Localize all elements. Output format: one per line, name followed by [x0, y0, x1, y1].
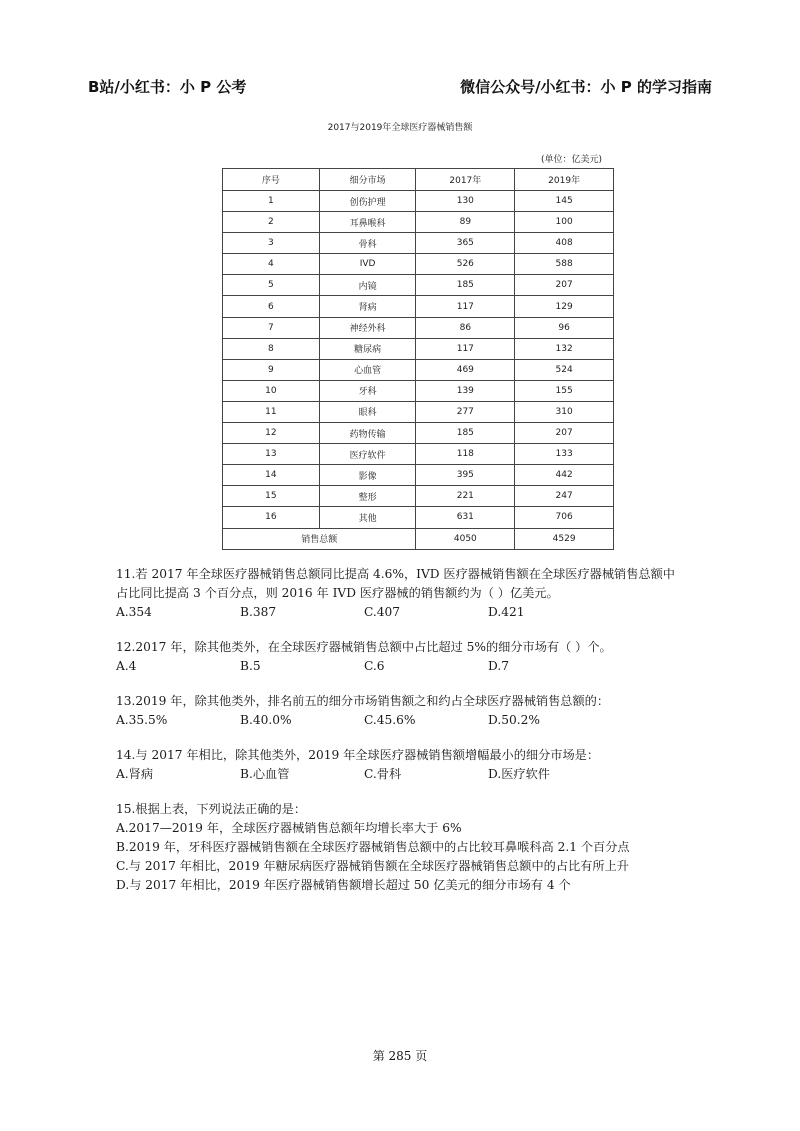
table-cell: 12 — [223, 423, 320, 444]
table-row — [223, 359, 614, 380]
question-12 — [116, 638, 736, 676]
table-cell: 524 — [515, 359, 614, 380]
statement: B.2019 年，牙科医疗器械销售额在全球医疗器械销售总额中的占比较耳鼻喉科高 2.1 个百分点 — [116, 840, 630, 854]
table-cell: 96 — [515, 317, 614, 338]
table-cell: 眼科 — [319, 401, 416, 422]
table-cell: 1 — [223, 191, 320, 212]
table-row — [223, 380, 614, 401]
table-row — [223, 233, 614, 254]
question-text: 13.2019 年，除其他类外，排名前五的细分市场销售额之和约占全球医疗器械销售总额的： — [116, 694, 610, 708]
table-cell: 100 — [515, 212, 614, 233]
table-row — [223, 444, 614, 465]
table-cell: 4 — [223, 254, 320, 275]
table-cell: 9 — [223, 359, 320, 380]
table-row — [223, 317, 614, 338]
table-cell: 130 — [416, 191, 515, 212]
table-cell: 其他 — [319, 507, 416, 528]
total-2019: 4529 — [515, 528, 614, 549]
option: A.35.5% — [116, 713, 168, 727]
table-cell: 310 — [515, 401, 614, 422]
table-cell: 6 — [223, 296, 320, 317]
table-cell: 5 — [223, 275, 320, 296]
table-cell: 118 — [416, 444, 515, 465]
table-unit: (单位：亿美元) — [541, 155, 603, 165]
table-cell: 469 — [416, 359, 515, 380]
table-cell: 117 — [416, 338, 515, 359]
question-15 — [116, 800, 736, 895]
table-cell: 631 — [416, 507, 515, 528]
options — [116, 657, 736, 676]
statement: A.2017—2019 年，全球医疗器械销售总额年均增长率大于 6% — [116, 821, 462, 835]
table-cell: 207 — [515, 275, 614, 296]
column-header: 序号 — [223, 169, 320, 191]
options — [116, 765, 736, 784]
table-cell: 8 — [223, 338, 320, 359]
table-cell: 13 — [223, 444, 320, 465]
table-cell: 185 — [416, 275, 515, 296]
option: D.421 — [488, 605, 525, 619]
table-cell: 526 — [416, 254, 515, 275]
table-cell: 耳鼻喉科 — [319, 212, 416, 233]
option: C.骨科 — [364, 767, 402, 781]
table-cell: 整形 — [319, 486, 416, 507]
table-cell: 2 — [223, 212, 320, 233]
table-title: 2017与2019年全球医疗器械销售额 — [327, 123, 473, 133]
table-cell: 86 — [416, 317, 515, 338]
table-cell: 影像 — [319, 465, 416, 486]
table-cell: 内镜 — [319, 275, 416, 296]
table-header-row — [223, 169, 614, 191]
table-cell: 139 — [416, 380, 515, 401]
column-header: 2019年 — [515, 169, 614, 191]
table-cell: 3 — [223, 233, 320, 254]
table-row — [223, 296, 614, 317]
table-cell: 247 — [515, 486, 614, 507]
table-row — [223, 338, 614, 359]
table-cell: 糖尿病 — [319, 338, 416, 359]
table-total-row — [223, 528, 614, 549]
table-cell: 创伤护理 — [319, 191, 416, 212]
question-text: 12.2017 年，除其他类外，在全球医疗器械销售总额中占比超过 5%的细分市场有（ ）个。 — [116, 640, 612, 654]
table-cell: 117 — [416, 296, 515, 317]
table-row — [223, 275, 614, 296]
table-cell: 277 — [416, 401, 515, 422]
option: B.40.0% — [240, 713, 292, 727]
option: D.7 — [488, 659, 509, 673]
options — [116, 711, 736, 730]
questions — [116, 565, 736, 895]
option: A.肾病 — [116, 767, 154, 781]
question-14 — [116, 746, 736, 784]
table-cell: 207 — [515, 423, 614, 444]
option: B.387 — [240, 605, 277, 619]
table-cell: IVD — [319, 254, 416, 275]
table-row — [223, 212, 614, 233]
table-cell: 133 — [515, 444, 614, 465]
header-right: 微信公众号/小红书：小 P 的学习指南 — [460, 78, 712, 96]
option: C.45.6% — [364, 713, 416, 727]
table-row — [223, 191, 614, 212]
total-2017: 4050 — [416, 528, 515, 549]
column-header: 2017年 — [416, 169, 515, 191]
table-cell: 11 — [223, 401, 320, 422]
table-cell: 15 — [223, 486, 320, 507]
statement: D.与 2017 年相比，2019 年医疗器械销售额增长超过 50 亿美元的细分市场有 4 个 — [116, 878, 571, 892]
table-row — [223, 423, 614, 444]
option: C.6 — [364, 659, 385, 673]
options — [116, 603, 736, 622]
table-cell: 442 — [515, 465, 614, 486]
option: C.407 — [364, 605, 401, 619]
question-13 — [116, 692, 736, 730]
table-cell: 395 — [416, 465, 515, 486]
table-cell: 365 — [416, 233, 515, 254]
table-cell: 心血管 — [319, 359, 416, 380]
table-row — [223, 486, 614, 507]
option: D.医疗软件 — [488, 767, 550, 781]
table-row — [223, 254, 614, 275]
statement: C.与 2017 年相比，2019 年糖尿病医疗器械销售额在全球医疗器械销售总额中的占比有所上升 — [116, 859, 629, 873]
header-left: B站/小红书：小 P 公考 — [88, 78, 247, 96]
table-row — [223, 401, 614, 422]
total-label: 销售总额 — [223, 528, 416, 549]
question-11 — [116, 565, 736, 622]
table-cell: 神经外科 — [319, 317, 416, 338]
table-cell: 155 — [515, 380, 614, 401]
table-cell: 16 — [223, 507, 320, 528]
table-cell: 132 — [515, 338, 614, 359]
option: B.5 — [240, 659, 261, 673]
table-cell: 牙科 — [319, 380, 416, 401]
table-cell: 588 — [515, 254, 614, 275]
option: B.心血管 — [240, 767, 290, 781]
table-cell: 89 — [416, 212, 515, 233]
option: D.50.2% — [488, 713, 540, 727]
table-cell: 129 — [515, 296, 614, 317]
option: A.4 — [116, 659, 137, 673]
table-cell: 145 — [515, 191, 614, 212]
table-cell: 7 — [223, 317, 320, 338]
table-cell: 肾病 — [319, 296, 416, 317]
table-cell: 14 — [223, 465, 320, 486]
column-header: 细分市场 — [319, 169, 416, 191]
table-cell: 医疗软件 — [319, 444, 416, 465]
table-row — [223, 507, 614, 528]
table-cell: 706 — [515, 507, 614, 528]
table-cell: 骨科 — [319, 233, 416, 254]
table-cell: 408 — [515, 233, 614, 254]
sales-table — [222, 168, 614, 550]
option: A.354 — [116, 605, 152, 619]
page-number: 第 285 页 — [372, 1049, 428, 1063]
table-cell: 221 — [416, 486, 515, 507]
question-text: 占比同比提高 3 个百分点，则 2016 年 IVD 医疗器械的销售额约为（ ）亿美元。 — [116, 586, 559, 600]
question-text: 11.若 2017 年全球医疗器械销售总额同比提高 4.6%，IVD 医疗器械销售额在全球医疗器械销售总额中 — [116, 567, 675, 581]
table-cell: 185 — [416, 423, 515, 444]
table-cell: 药物传输 — [319, 423, 416, 444]
table-row — [223, 465, 614, 486]
table-cell: 10 — [223, 380, 320, 401]
question-text: 15.根据上表，下列说法正确的是： — [116, 802, 307, 816]
question-text: 14.与 2017 年相比，除其他类外，2019 年全球医疗器械销售额增幅最小的细分市场是： — [116, 748, 600, 762]
